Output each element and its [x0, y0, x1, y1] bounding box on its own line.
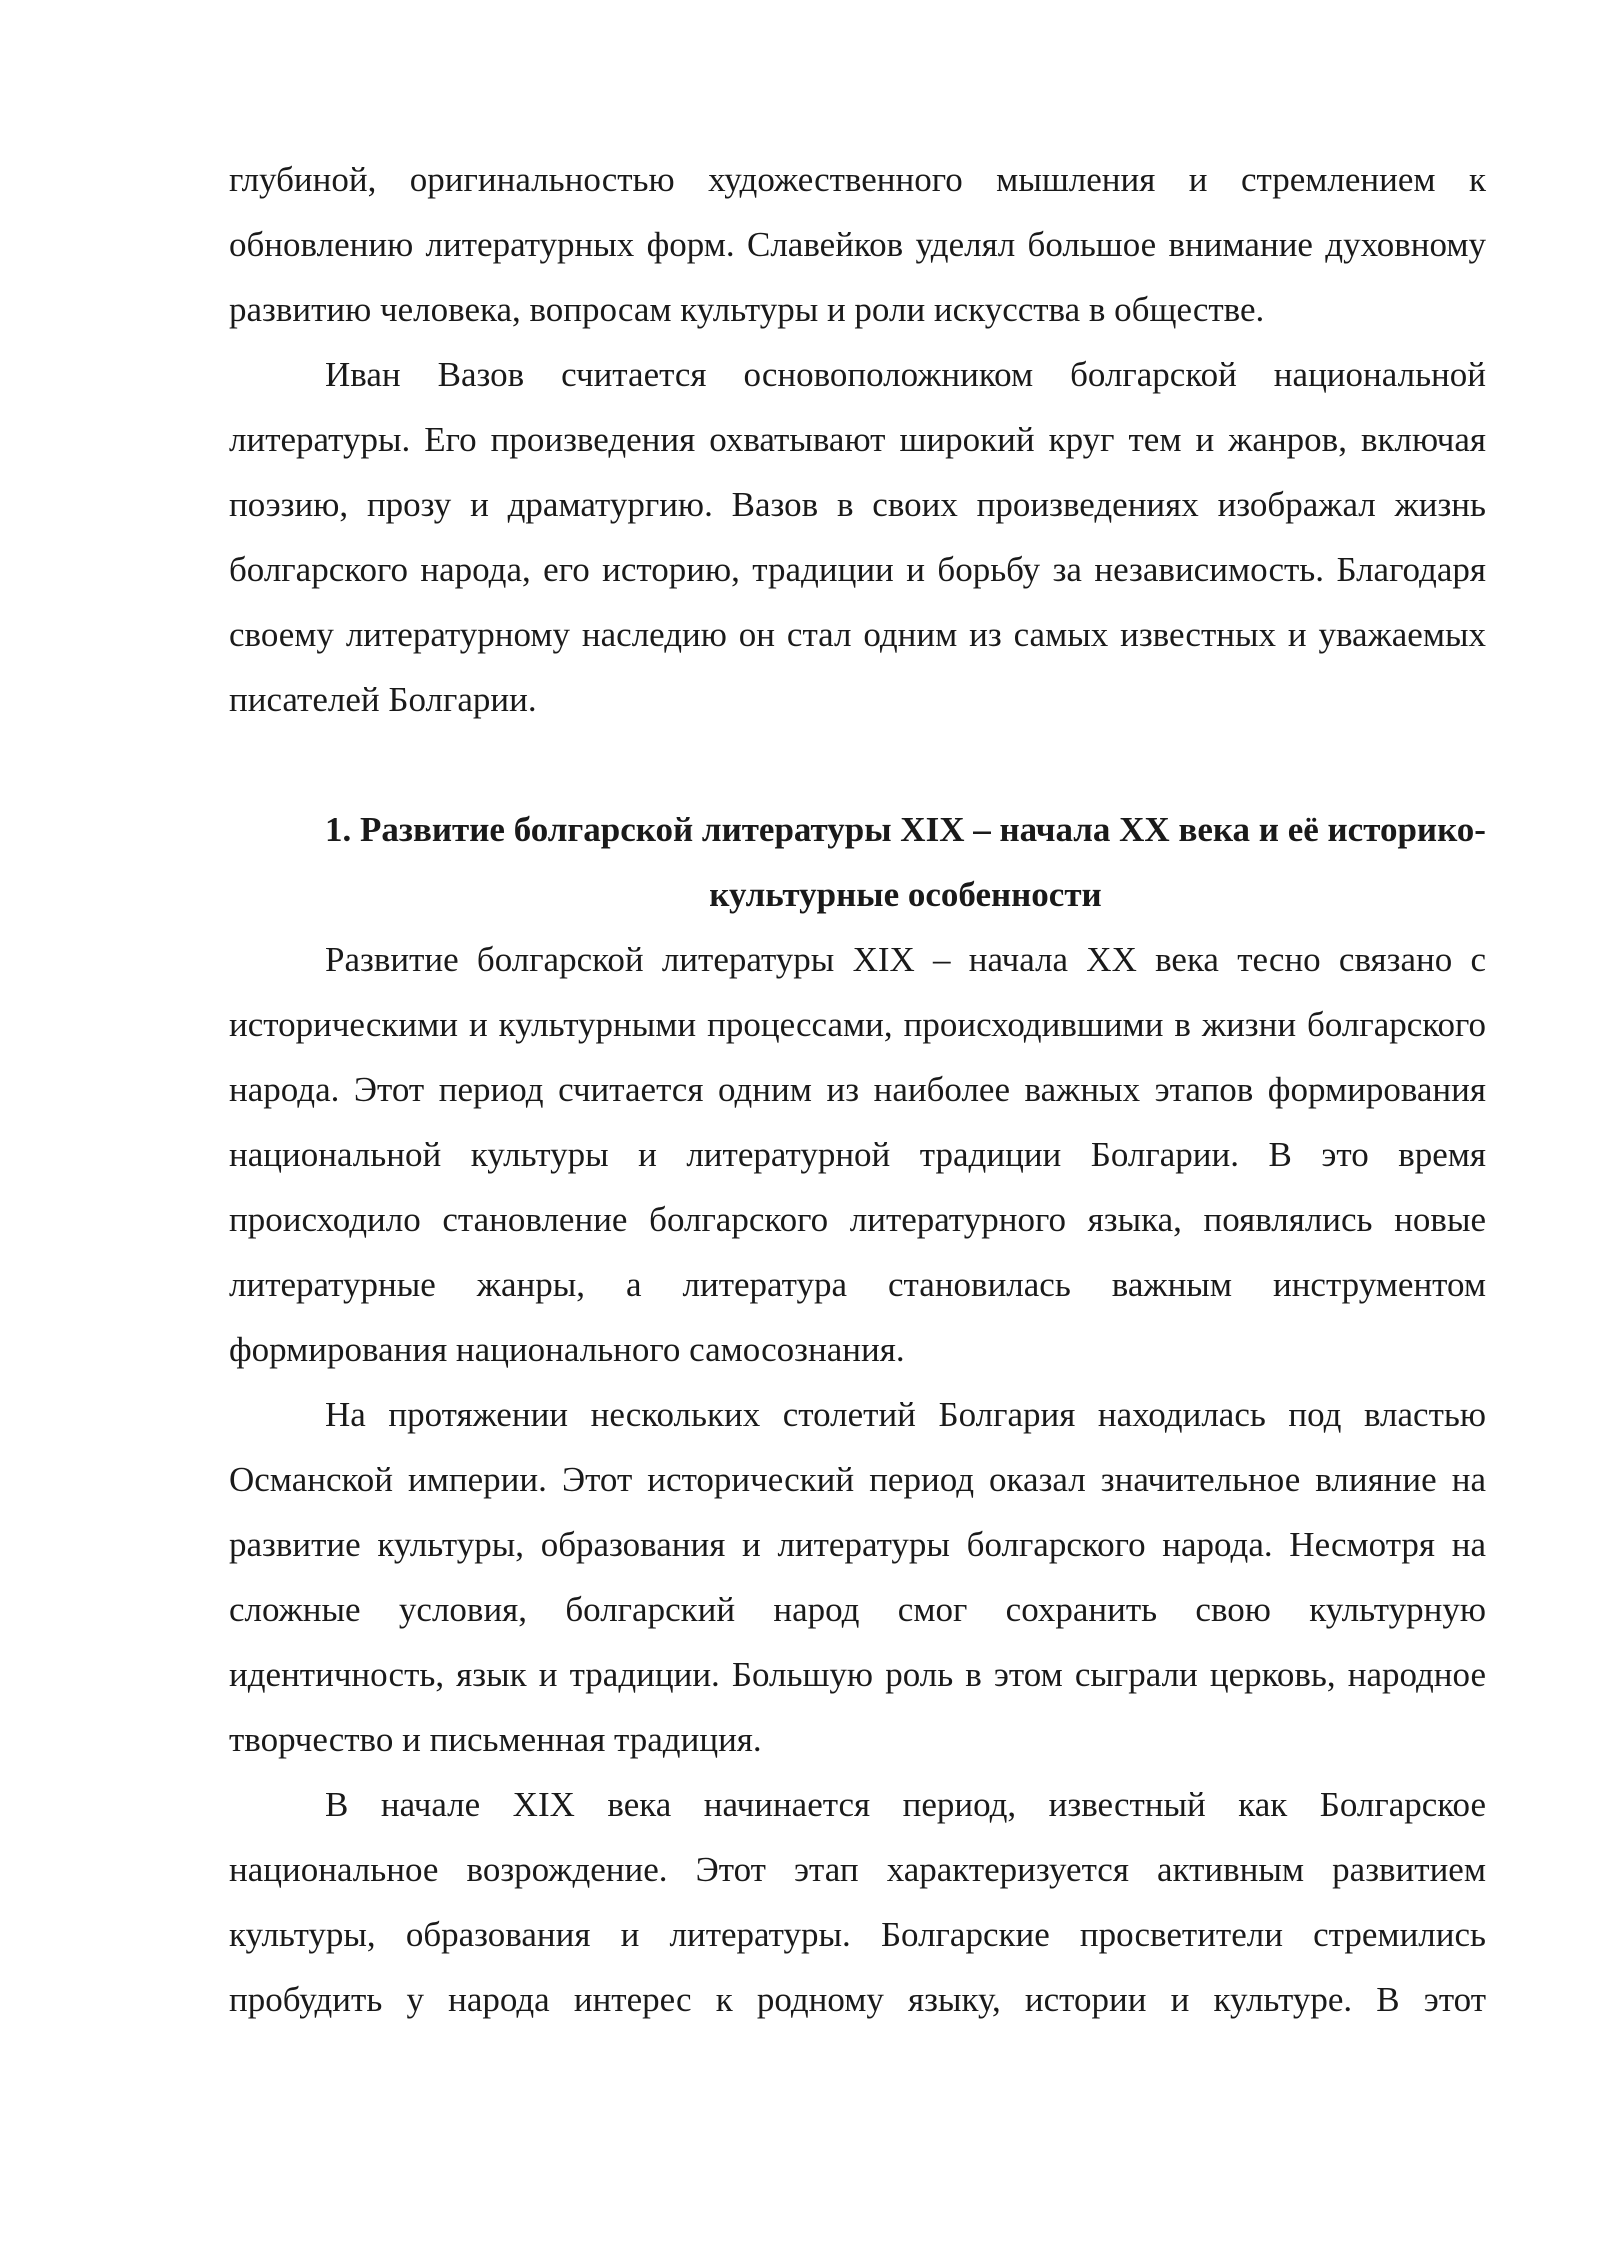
- paragraph-vazov: Иван Вазов считается основоположником болгарской национальной литературы. Его произведения охватывают широкий круг тем и жанров, включая поэзию, прозу и драматургию. Вазов в своих произведениях изображал жизнь болгарского народа, его историю, традиции и борьбу за независимость. Благодаря своему литературному наследию он стал одним из самых известных и уважаемых писателей Болгарии.: [229, 355, 1486, 719]
- paragraph-development: Развитие болгарской литературы XIX – начала XX века тесно связано с историческими и культурными процессами, происходившими в жизни болгарского народа. Этот период считается одним из наиболее важных этапов формирования национальной культуры и литературной традиции Болгарии. В это время происходило становление болгарского литературного языка, появлялись новые литературные жанры, а литература становилась важным инструментом формирования национального самосознания.: [229, 940, 1486, 1369]
- section-heading: 1. Развитие болгарской литературы XIX – начала XX века и её историко-культурные особенности: [325, 810, 1486, 914]
- paragraph-revival: В начале XIX века начинается период, известный как Болгарское национальное возрождение. Этот этап характеризуется активным развитием культуры, образования и литературы. Болгарские просветители стремились пробудить у народа интерес к родному языку, истории и культуре. В этот: [229, 1785, 1486, 2019]
- paragraph-continued: глубиной, оригинальностью художественного мышления и стремлением к обновлению литературных форм. Славейков уделял большое внимание духовному развитию человека, вопросам культуры и роли искусства в обществе.: [229, 160, 1486, 329]
- section-spacer: [229, 732, 1486, 797]
- document-body: [229, 147, 1486, 2032]
- paragraph-ottoman: На протяжении нескольких столетий Болгария находилась под властью Османской империи. Этот исторический период оказал значительное влияние на развитие культуры, образования и литературы болгарского народа. Несмотря на сложные условия, болгарский народ смог сохранить свою культурную идентичность, язык и традиции. Большую роль в этом сыграли церковь, народное творчество и письменная традиция.: [229, 1395, 1486, 1759]
